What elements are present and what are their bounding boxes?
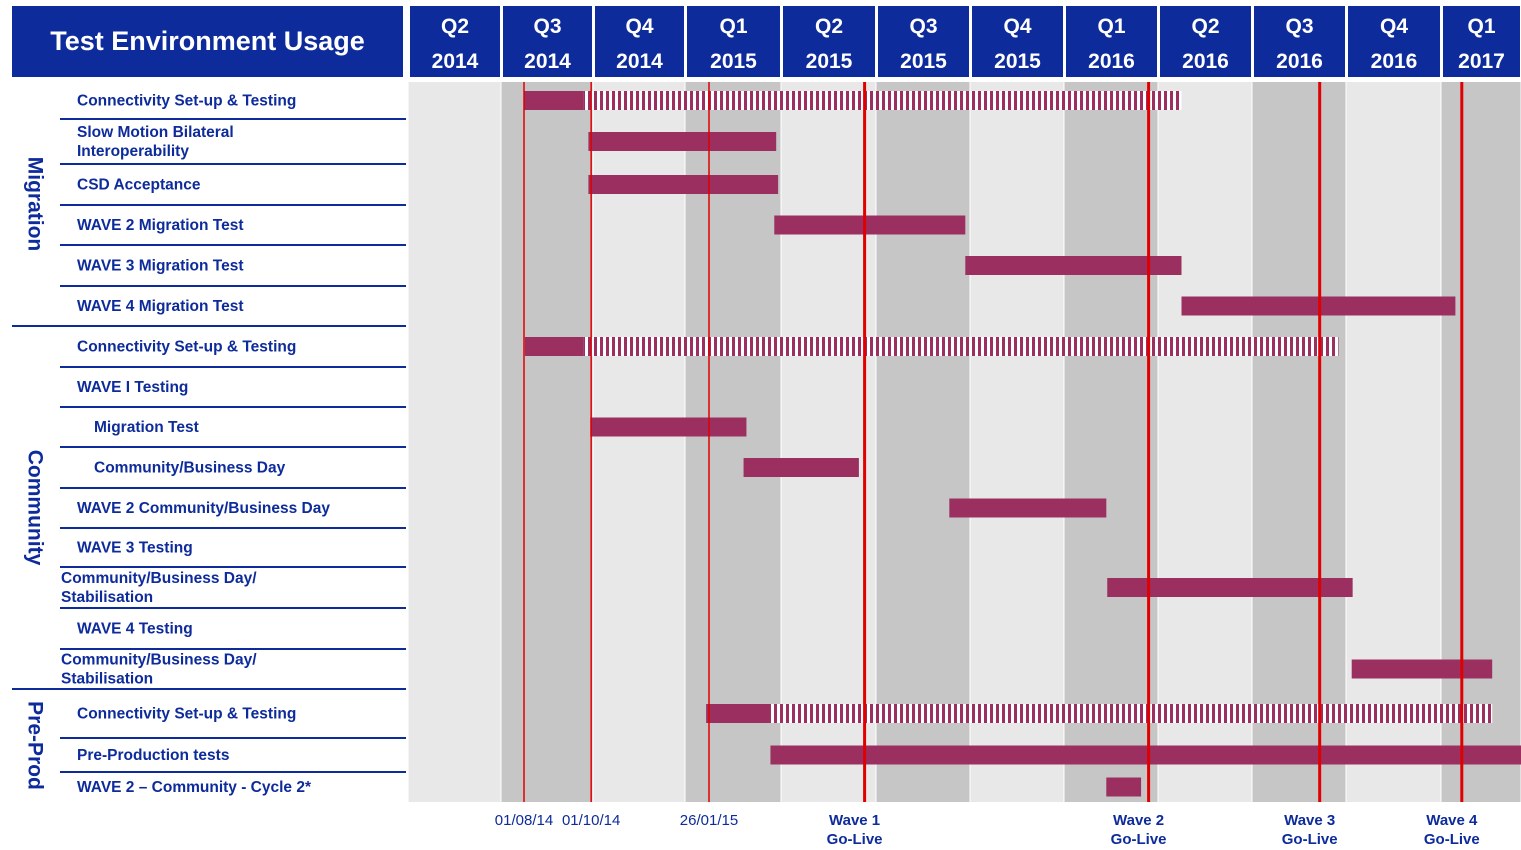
year-label: 2014 <box>431 50 479 73</box>
quarter-band <box>501 82 593 802</box>
quarter-band <box>876 82 970 802</box>
gantt-bar <box>524 91 584 110</box>
gantt-bar-hatched <box>769 704 1492 723</box>
gantt-bar <box>1106 778 1141 797</box>
gantt-bar <box>744 458 859 477</box>
milestone-label: Wave 1 <box>829 812 881 829</box>
row-label: Connectivity Set-up & Testing <box>77 92 297 110</box>
row-label: Community/Business Day <box>94 459 286 477</box>
quarter-band <box>970 82 1064 802</box>
group-label: Community <box>23 449 47 566</box>
row-label: Connectivity Set-up & Testing <box>77 338 297 356</box>
quarter-band <box>1346 82 1441 802</box>
chart-title: Test Environment Usage <box>12 6 403 77</box>
row-label: CSD Acceptance <box>77 176 201 194</box>
year-label: 2015 <box>994 50 1041 73</box>
quarter-label: Q4 <box>625 15 654 38</box>
group-label: Pre-Prod <box>23 701 47 790</box>
quarter-label: Q3 <box>533 15 562 38</box>
quarter-band <box>1064 82 1158 802</box>
row-label: Stabilisation <box>61 670 154 688</box>
quarter-band <box>408 82 501 802</box>
gantt-bar-hatched <box>584 91 1182 110</box>
milestone-label: Go-Live <box>826 831 883 848</box>
gantt-bar <box>706 704 769 723</box>
date-marker-label: 01/08/14 <box>494 812 554 829</box>
gantt-bar <box>774 216 965 235</box>
year-label: 2016 <box>1276 50 1323 73</box>
quarter-label: Q3 <box>1285 15 1314 38</box>
year-label: 2015 <box>710 50 757 73</box>
row-label: WAVE 2 – Community - Cycle 2* <box>77 779 311 796</box>
year-label: 2016 <box>1370 50 1418 73</box>
quarter-label: Q1 <box>719 15 748 38</box>
gantt-bar <box>588 175 778 194</box>
quarter-label: Q2 <box>440 15 470 38</box>
year-label: 2017 <box>1458 50 1505 73</box>
row-label: Interoperability <box>77 143 189 160</box>
gantt-bar <box>590 418 746 437</box>
gantt-bar <box>525 337 584 356</box>
gantt-bar <box>588 132 776 151</box>
milestone-label: Go-Live <box>1423 831 1480 848</box>
gantt-bar-hatched <box>584 337 1339 356</box>
row-label: Community/Business Day/ <box>61 651 257 669</box>
year-label: 2015 <box>900 50 947 73</box>
quarter-label: Q2 <box>1191 15 1220 38</box>
quarter-label: Q1 <box>1467 15 1496 38</box>
quarter-band <box>1158 82 1252 802</box>
row-label: WAVE 2 Community/Business Day <box>77 500 330 517</box>
year-label: 2016 <box>1088 50 1135 73</box>
quarter-label: Q4 <box>1003 15 1032 38</box>
gantt-bar <box>1352 660 1493 679</box>
year-label: 2016 <box>1182 50 1229 73</box>
quarter-label: Q2 <box>814 15 844 38</box>
date-marker-label: 01/10/14 <box>561 812 621 829</box>
group-label: Migration <box>23 156 47 252</box>
milestone-label: Go-Live <box>1110 831 1167 848</box>
row-label: WAVE 3 Testing <box>77 539 193 557</box>
row-label: WAVE 2 Migration Test <box>77 217 244 234</box>
row-label: Community/Business Day/ <box>61 570 257 587</box>
milestone-label: Wave 2 <box>1113 812 1165 829</box>
milestone-label: Go-Live <box>1281 831 1338 848</box>
year-label: 2014 <box>616 50 663 73</box>
row-label: Slow Motion Bilateral <box>77 124 234 141</box>
quarter-label: Q4 <box>1379 15 1409 38</box>
row-label: Stabilisation <box>61 589 154 606</box>
gantt-bar <box>770 746 1521 765</box>
row-label: WAVE I Testing <box>77 379 189 396</box>
year-label: 2014 <box>524 50 571 73</box>
quarter-label: Q1 <box>1097 15 1126 38</box>
quarter-label: Q3 <box>909 15 938 38</box>
row-label: WAVE 4 Testing <box>77 620 193 638</box>
quarter-band <box>1252 82 1346 802</box>
date-marker-label: 26/01/15 <box>679 812 739 829</box>
year-label: 2015 <box>805 50 853 73</box>
milestone-label: Wave 3 <box>1284 812 1336 829</box>
milestone-label: Wave 4 <box>1426 812 1478 829</box>
row-label: Connectivity Set-up & Testing <box>77 705 297 723</box>
row-label: Migration Test <box>94 419 199 436</box>
gantt-bar <box>1107 578 1352 597</box>
row-label: Pre-Production tests <box>77 747 230 764</box>
quarter-band <box>781 82 876 802</box>
row-label: WAVE 4 Migration Test <box>77 298 244 315</box>
row-label: WAVE 3 Migration Test <box>77 257 244 275</box>
gantt-bar <box>949 499 1106 518</box>
quarter-band <box>1441 82 1521 802</box>
